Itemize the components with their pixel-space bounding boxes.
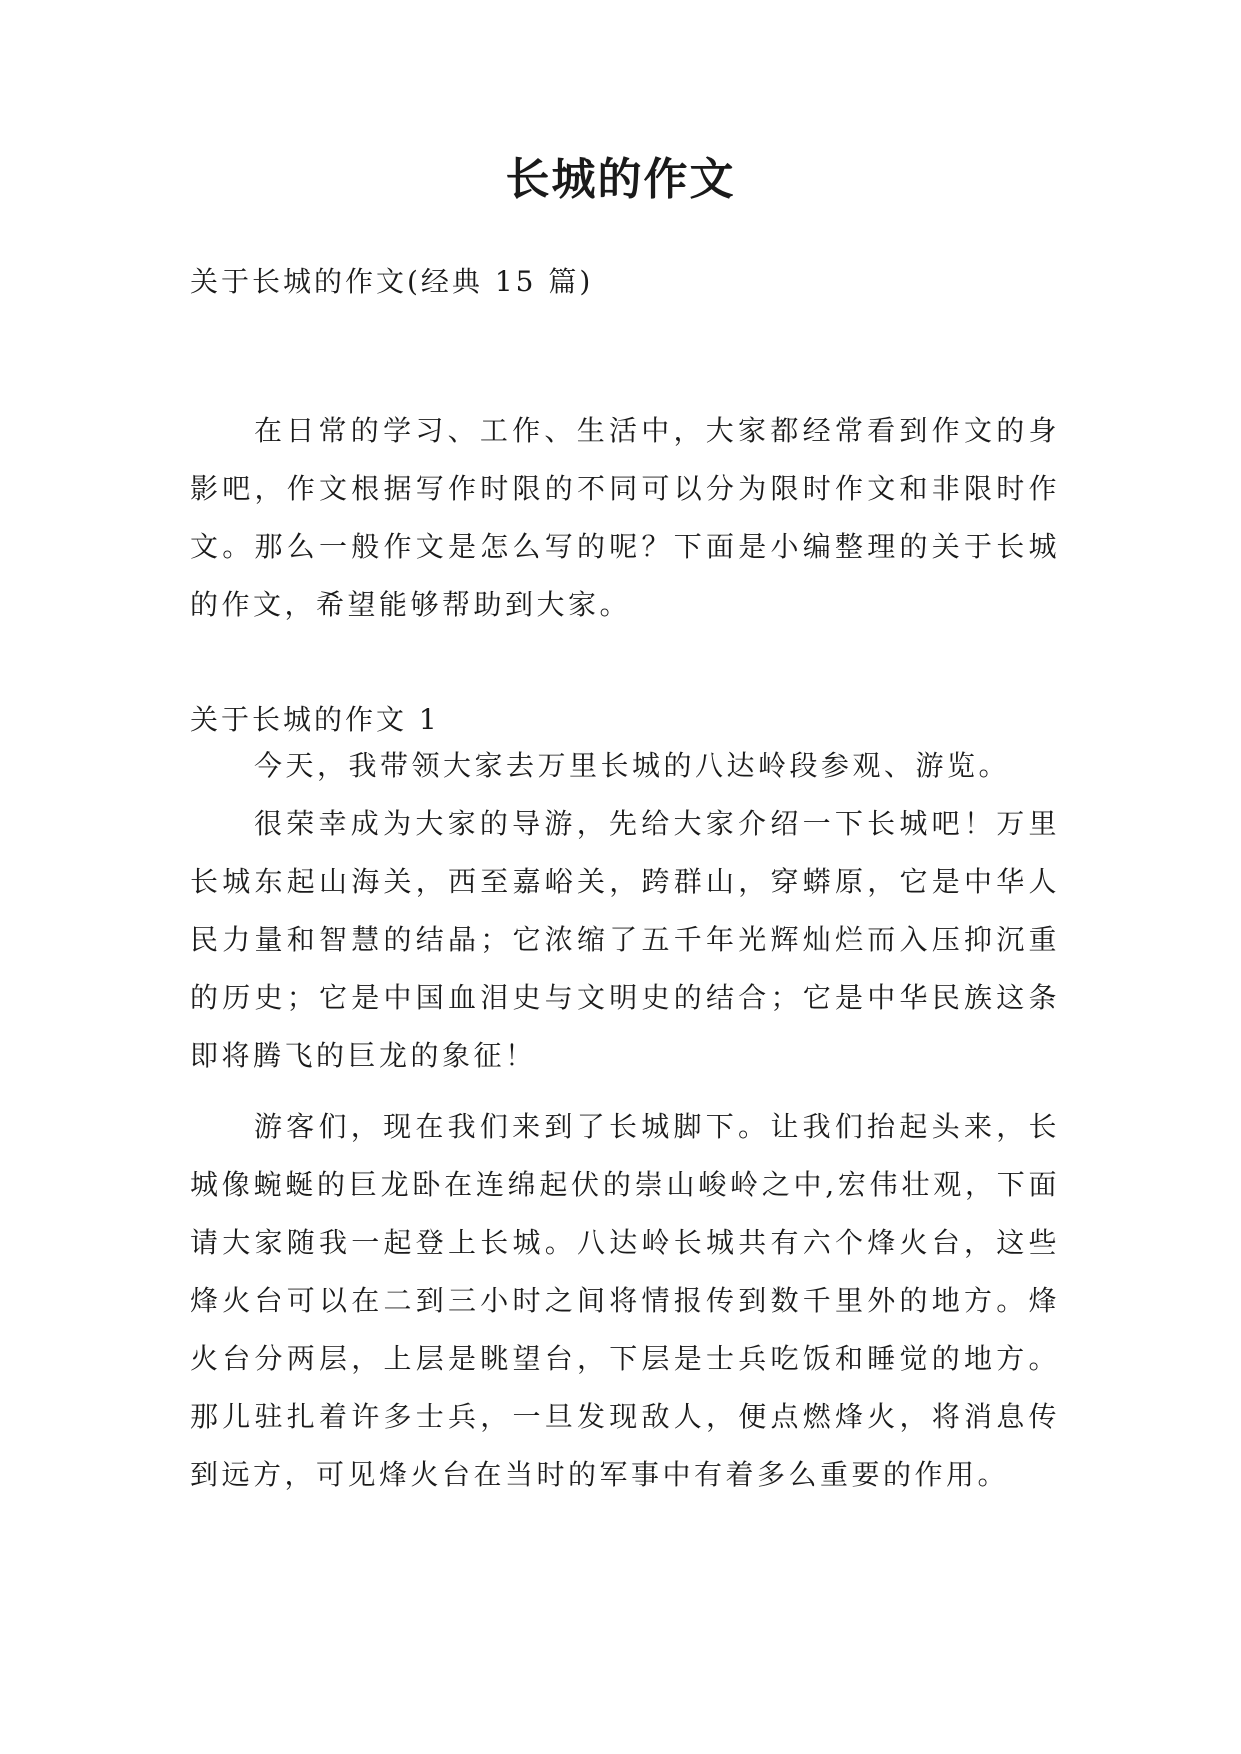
document-title: 长城的作文 bbox=[505, 154, 736, 205]
body-paragraph: 很荣幸成为大家的导游，先给大家介绍一下长城吧！万里长城东起山海关，西至嘉峪关，跨群山，穿蟒原，它是中华人民力量和智慧的结晶；它浓缩了五千年光辉灿烂而入压抑沉重的历史；它是中国血泪史与文明史的结合；它是中华民族这条即将腾飞的巨龙的象征！ bbox=[190, 807, 1060, 1072]
intro-paragraph: 在日常的学习、工作、生活中，大家都经常看到作文的身影吧，作文根据写作时限的不同可以分为限时作文和非限时作文。那么一般作文是怎么写的呢？下面是小编整理的关于长城的作文，希望能够帮助到大家。 bbox=[190, 414, 1060, 621]
body-paragraph: 今天，我带领大家去万里长城的八达岭段参观、游览。 bbox=[254, 749, 1011, 782]
body-paragraph: 游客们，现在我们来到了长城脚下。让我们抬起头来，长城像蜿蜒的巨龙卧在连绵起伏的崇山峻岭之中,宏伟壮观，下面请大家随我一起登上长城。八达岭长城共有六个烽火台，这些烽火台可以在二到三小时之间将情报传到数千里外的地方。烽火台分两层，上层是眺望台，下层是士兵吃饭和睡觉的地方。那儿驻扎着许多士兵，一旦发现敌人，便点燃烽火，将消息传到远方，可见烽火台在当时的军事中有着多么重要的作用。 bbox=[190, 1110, 1060, 1491]
section-heading: 关于长城的作文 1 bbox=[190, 703, 440, 736]
document-subtitle: 关于长城的作文(经典 15 篇) bbox=[190, 265, 594, 298]
